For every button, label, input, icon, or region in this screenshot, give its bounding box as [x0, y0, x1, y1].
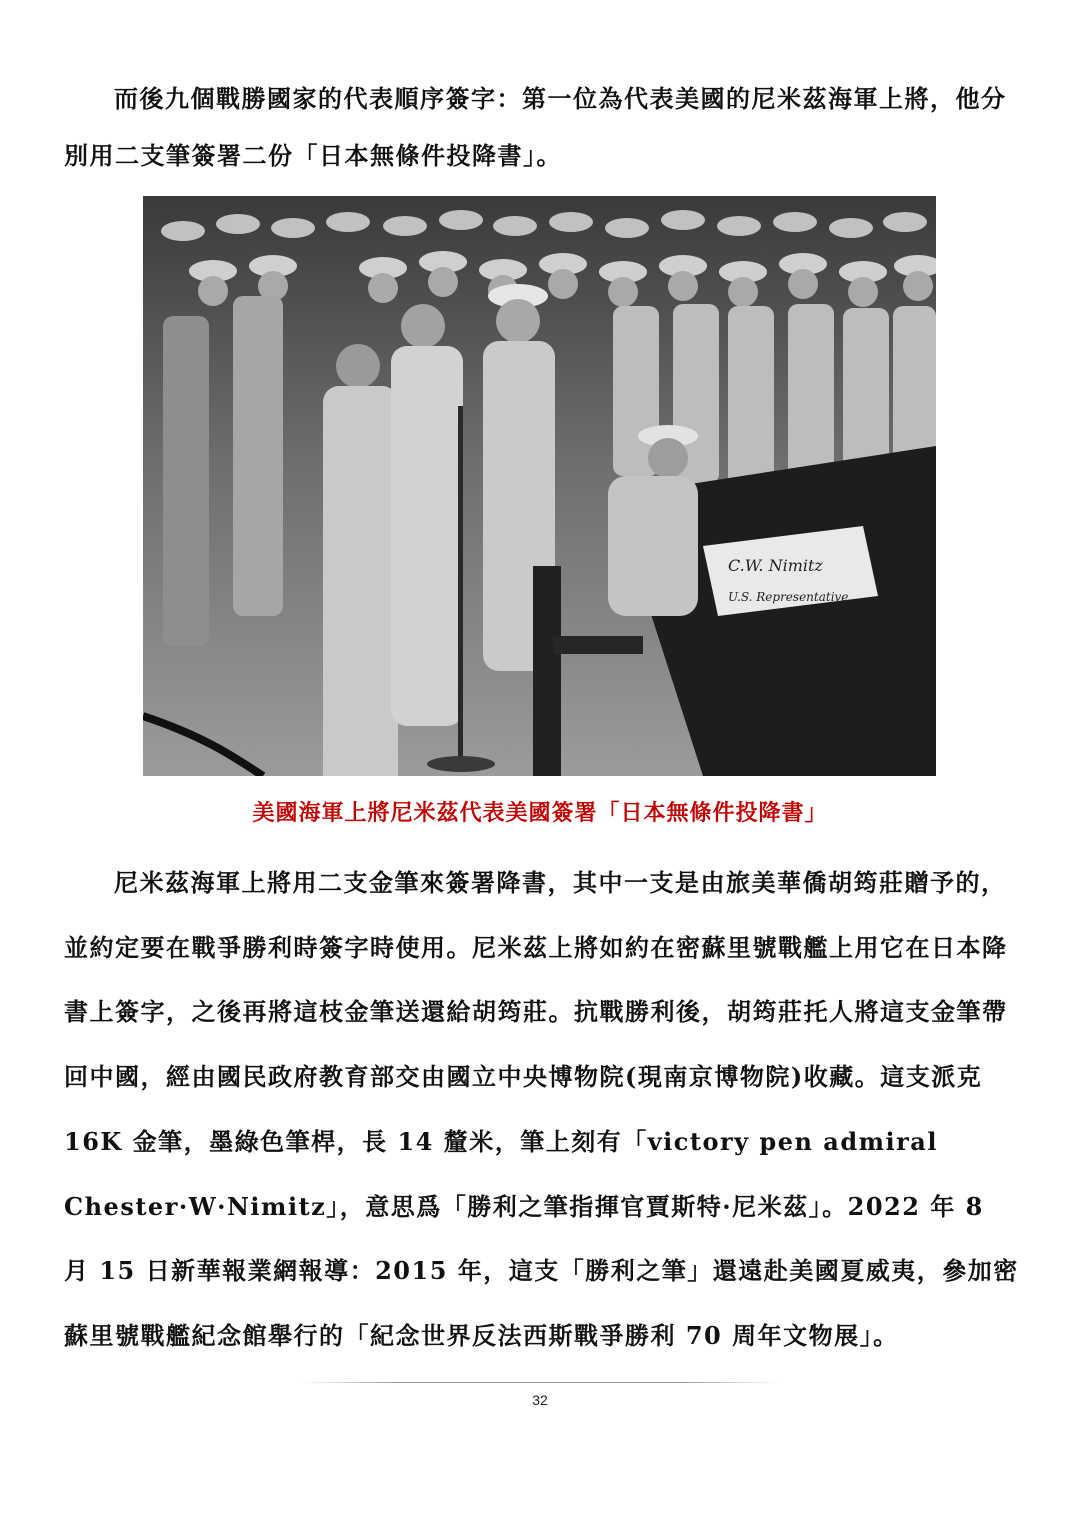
surrender-signing-photo — [143, 196, 936, 776]
paragraph-intro: 而後九個戰勝國家的代表順序簽字：第一位為代表美國的尼米茲海軍上將，他分別用二支筆簽署二份「日本無條件投降書」。 — [64, 84, 1007, 170]
paragraph-victory-pen: 尼米茲海軍上將用二支金筆來簽署降書，其中一支是由旅美華僑胡筠莊贈予的，並約定要在戰爭勝利時簽字時使用。尼米茲上將如約在密蘇里號戰艦上用它在日本降書上簽字，之後再將這枝金筆送還給胡筠莊。抗戰勝利後，胡筠莊托人將這支金筆帶回中國，經由國民政府教育部交由國立中央博物院(現南京博物院)收藏。這支派克 16K 金筆，墨綠色筆桿，長 14 釐米，筆上刻有「victory pen admiral Chester·W·Nimitz」，意思爲「勝利之筆指揮官賈斯特·尼米茲」。2022 年 8 月 15 日新華報業網報導：2015 年，這支「勝利之筆」還遠赴美國夏威夷，參加密蘇里號戰艦紀念館舉行的「紀念世界反法西斯戰爭勝利 70 周年文物展」。 — [64, 868, 1019, 1350]
page-number: 32 — [532, 1392, 548, 1408]
footer-divider — [300, 1382, 780, 1383]
photo-caption: 美國海軍上將尼米茲代表美國簽署「日本無條件投降書」 — [252, 800, 828, 826]
surrender-signing-photo-drawing — [143, 196, 936, 776]
signature-text: C.W. Nimitz — [728, 556, 823, 575]
designation-text: U.S. Representative — [728, 590, 849, 604]
